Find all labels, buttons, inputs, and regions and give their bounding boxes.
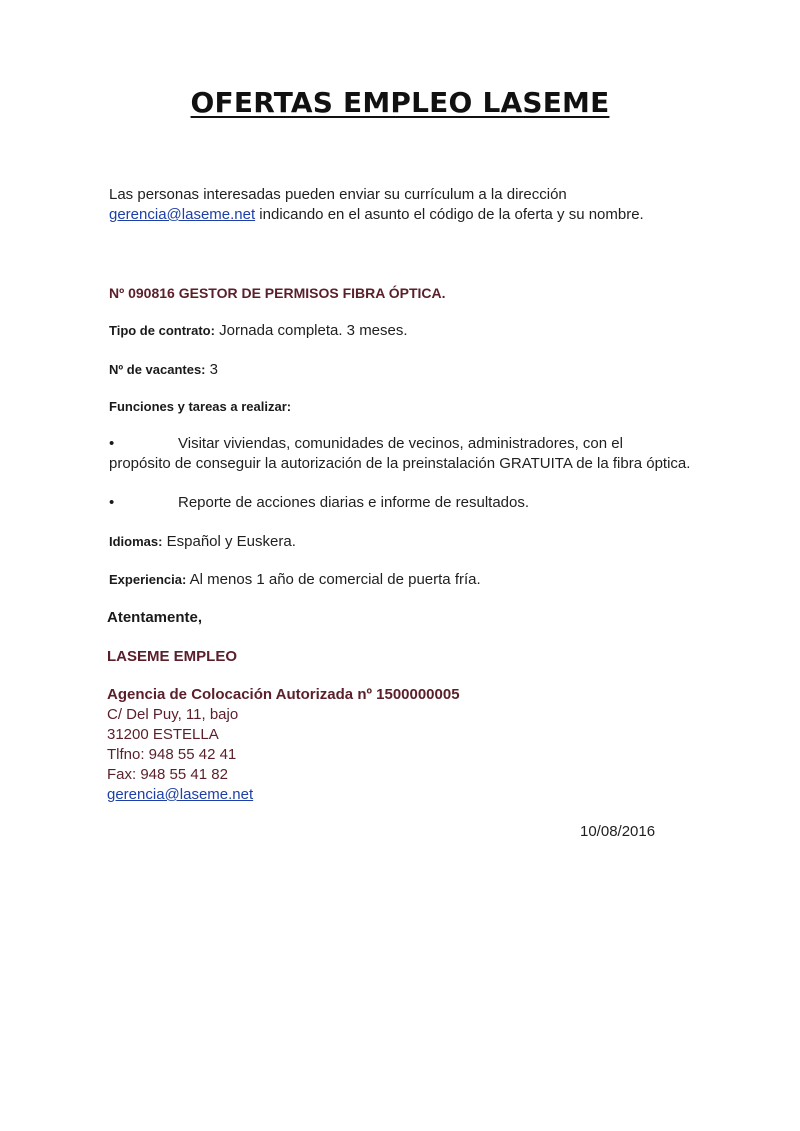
contract-label: Tipo de contrato: <box>109 323 215 338</box>
bullet-1-line-1: Visitar viviendas, comunidades de vecinos, administradores, con el <box>178 435 623 452</box>
experience-row <box>109 571 481 589</box>
vacancies-row <box>109 361 218 379</box>
closing-greeting: Atentamente, <box>107 609 203 626</box>
languages-value: Español y Euskera. <box>162 533 296 550</box>
contract-row <box>109 322 408 340</box>
experience-label: Experiencia: <box>109 572 187 587</box>
vacancies-value: 3 <box>205 361 219 378</box>
bullet-2-line-1: Reporte de acciones diarias e informe de resultados. <box>178 494 530 511</box>
intro-line-2-rest: indicando en el asunto el código de la oferta y su nombre. <box>255 206 644 223</box>
address-line: C/ Del Puy, 11, bajo <box>107 706 239 723</box>
city-line: 31200 ESTELLA <box>107 726 219 743</box>
signature-email-link[interactable]: gerencia@laseme.net <box>107 786 254 803</box>
fax-line: Fax: 948 55 41 82 <box>107 766 228 783</box>
languages-row <box>109 533 296 551</box>
contract-value: Jornada completa. 3 meses. <box>214 322 408 339</box>
offer-heading: Nº 090816 GESTOR DE PERMISOS FIBRA ÓPTICA. <box>109 285 446 301</box>
agency-name: Agencia de Colocación Autorizada nº 1500000005 <box>107 686 460 703</box>
bullet-1-line-2: propósito de conseguir la autorización de la preinstalación GRATUITA de la fibra óptica. <box>109 455 691 472</box>
page-title: OFERTAS EMPLEO LASEME <box>190 86 610 119</box>
functions-label: Funciones y tareas a realizar: <box>109 399 292 414</box>
intro-line-1: Las personas interesadas pueden enviar su currículum a la dirección <box>109 186 567 203</box>
document-date: 10/08/2016 <box>580 823 656 840</box>
phone-line: Tlfno: 948 55 42 41 <box>107 746 237 763</box>
contact-email-link[interactable]: gerencia@laseme.net <box>109 206 256 223</box>
org-name: LASEME EMPLEO <box>107 648 238 665</box>
intro-line-2 <box>109 206 644 223</box>
bullet-2-symbol: • <box>109 494 115 511</box>
bullet-1-symbol: • <box>109 435 115 452</box>
vacancies-label: Nº de vacantes: <box>109 362 206 377</box>
experience-value: Al menos 1 año de comercial de puerta fría. <box>186 571 481 588</box>
languages-label: Idiomas: <box>109 534 163 549</box>
